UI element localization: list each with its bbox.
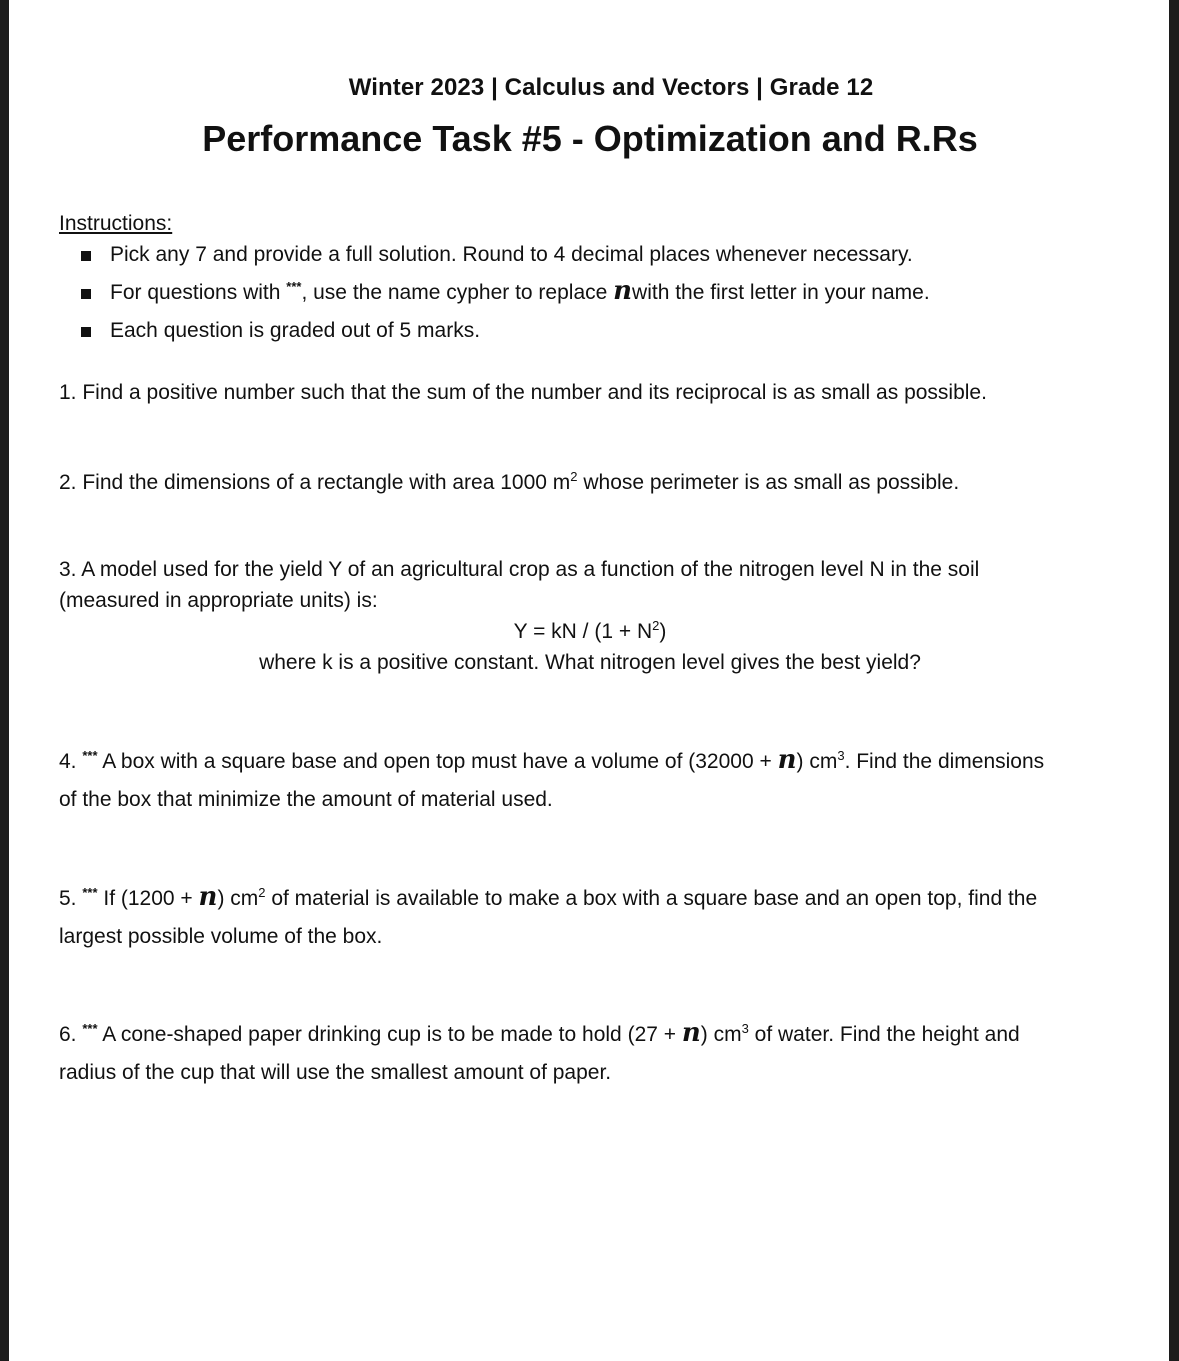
square-bullet-icon (81, 327, 91, 337)
question-3: 3. A model used for the yield Y of an agricultural crop as a function of the nitrogen level N in the soil (measured in appropriate units) is: (59, 558, 980, 612)
title-block (0, 118, 1179, 160)
course-line: Winter 2023 | Calculus and Vectors | Grade 12 (348, 74, 874, 101)
question-6: 6. *** A cone-shaped paper drinking cup is to be made to hold (27 + n) $cm^3$ of water. Find the height and radius of the cup that will use the smallest amount of paper. (59, 1018, 1020, 1084)
instruction-item: For questions with ***, use the name cypher to replace nwith the first letter in your name. (77, 278, 930, 316)
square-bullet-icon (81, 251, 91, 261)
question-1: 1. Find a positive number such that the sum of the number and its reciprocal is as small as possible. (59, 381, 987, 404)
document-page (9, 0, 1169, 1361)
square-bullet-icon (81, 289, 91, 299)
task-title: Performance Task #5 - Optimization and R.Rs (202, 118, 978, 159)
question-3-tail: where k is a positive constant. What nitrogen level gives the best yield? (259, 651, 921, 674)
name-variable: n (777, 745, 797, 775)
name-variable: n (681, 1018, 701, 1048)
instructions-list (77, 240, 930, 354)
question-4: 4. *** A box with a square base and open top must have a volume of (32000 + n) $cm^3$. Find the dimensions of the box that minimize the amount of material used. (59, 745, 1045, 811)
course-header (0, 74, 1179, 102)
question-5: 5. *** If (1200 + n) $cm^2$ of material is available to make a box with a square base and an open top, find the largest possible volume of the box. (59, 882, 1038, 948)
question-3-formula: Y = kN / $(1 + N^2)$ (513, 618, 667, 643)
instruction-item: Pick any 7 and provide a full solution. Round to 4 decimal places whenever necessary. (77, 240, 930, 278)
instructions-label: Instructions: (59, 212, 173, 235)
question-2: 2. Find the dimensions of a rectangle with area 1000 $m^2$ whose perimeter is as small as possible. (59, 469, 960, 494)
name-variable: n (613, 276, 633, 306)
name-variable: n (198, 882, 218, 912)
instruction-item: Each question is graded out of 5 marks. (77, 316, 930, 354)
